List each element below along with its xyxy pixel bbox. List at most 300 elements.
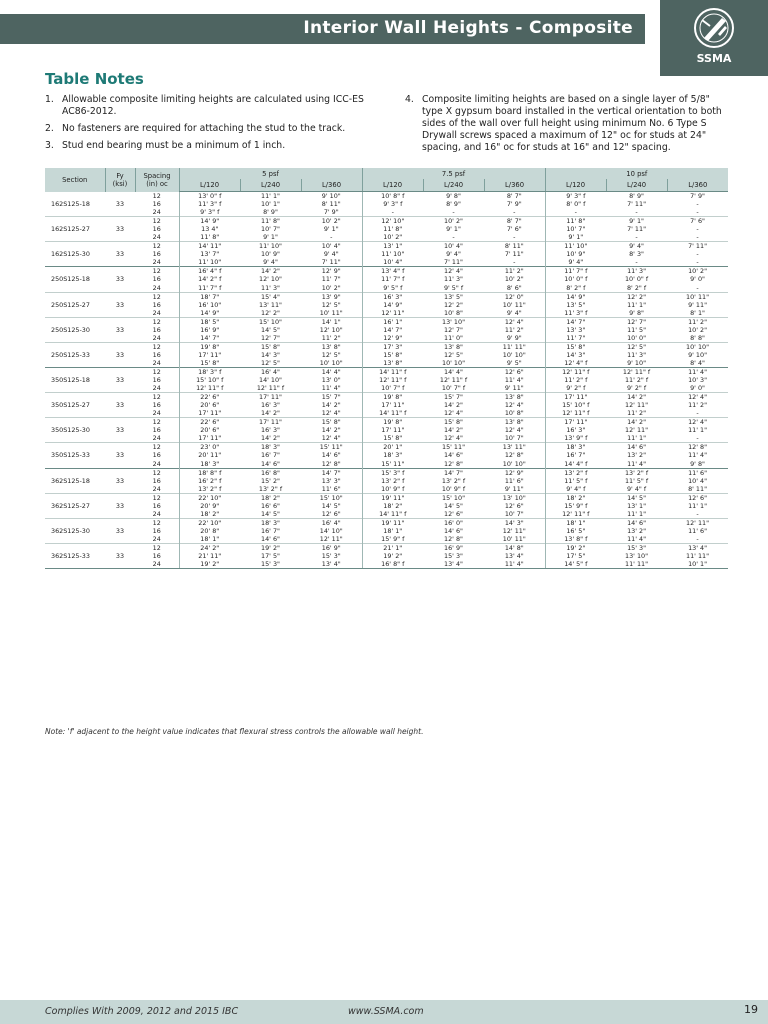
height-cell: 13' 10" [484, 493, 545, 502]
height-cell: 9' 11" [504, 484, 524, 493]
table-row [45, 326, 728, 334]
height-cell: 10' 10" [442, 358, 466, 367]
height-cell: 12' 4" [667, 393, 728, 402]
fy-cell [105, 284, 135, 293]
table-row [45, 225, 728, 233]
table-row [45, 434, 728, 443]
height-cell: 17' 11" [179, 351, 240, 359]
height-cell: 14' 2" [240, 267, 301, 276]
height-cell: 12' 11" f [545, 367, 606, 376]
height-cell: 17' 11" [240, 393, 301, 402]
height-cell: 20' 11" [179, 451, 240, 459]
height-cell: 11' 2" f [624, 376, 649, 385]
height-cell: 13' 10" [625, 552, 649, 561]
height-cell: 12' 11" [502, 526, 526, 535]
height-cell: - [696, 250, 699, 259]
height-cell: 11' 5" f [624, 476, 649, 485]
height-cell: 14' 7" [301, 468, 362, 477]
height-cell: 11' 4" [504, 376, 524, 385]
height-cell: - [513, 233, 516, 242]
fy-cell [105, 493, 135, 502]
table-row [45, 200, 728, 208]
header-limit: L/240 [606, 179, 667, 192]
height-cell: 14' 4" [301, 367, 362, 376]
height-cell: 10' 7" [504, 509, 524, 518]
height-cell: 11' 4" [688, 451, 708, 460]
table-row [45, 468, 728, 477]
height-cell: 9' 8" [629, 308, 644, 317]
height-cell: 11' 1" [261, 192, 280, 200]
height-cell: 9' 5" f [362, 284, 423, 293]
height-cell: 12' 7" [444, 325, 463, 334]
spacing-cell: 16 [152, 526, 161, 535]
height-cell: 7' 11" [667, 242, 728, 251]
height-cell: 12' 4" [321, 434, 341, 443]
height-cell: 15' 3" f [362, 468, 423, 477]
height-cell: 13' 7" [179, 250, 240, 258]
height-cell: 10' 8" [504, 409, 524, 418]
spacing-cell: 16 [152, 552, 161, 561]
height-cell: 9' 3" f [362, 200, 423, 208]
fy-cell: 33 [115, 401, 125, 410]
height-cell: 14' 5" [261, 325, 280, 334]
fy-cell: 33 [115, 376, 125, 385]
section-name-cell [45, 434, 105, 443]
fy-cell [105, 510, 135, 519]
height-cell: 11' 7" [321, 275, 341, 284]
table-row [45, 543, 728, 552]
table-row [45, 351, 728, 359]
height-cell: 10' 4" [362, 258, 423, 267]
height-cell: 7' 11" [627, 200, 647, 209]
page-footer [0, 1000, 768, 1024]
height-cell: 14' 4" f [545, 460, 606, 469]
spacing-cell: 12 [135, 493, 179, 502]
height-cell: 14' 10" [319, 526, 343, 535]
section-name-cell [45, 192, 105, 201]
height-cell: 19' 11" [362, 518, 423, 527]
height-cell: 18' 1" [362, 527, 423, 535]
height-cell: 12' 7" [261, 333, 280, 342]
height-cell: 12' 5" [261, 358, 280, 367]
height-cell: 9' 4" [323, 250, 339, 259]
height-cell: 11' 8" [179, 233, 240, 242]
height-cell: 17' 5" [545, 552, 606, 560]
section-name-cell [45, 284, 105, 293]
notes-column-left [45, 94, 390, 157]
height-cell: 19' 8" [362, 418, 423, 427]
height-cell: 20' 8" [179, 527, 240, 535]
height-cell: 15' 10" f [179, 376, 240, 384]
height-cell: 20' 6" [179, 426, 240, 434]
section-name-cell: 250S125-30 [51, 325, 90, 334]
spacing-cell: 16 [152, 200, 161, 209]
height-cell: 22' 6" [179, 418, 240, 427]
section-name-cell: 362S125-18 [51, 476, 90, 485]
height-cell: 18' 3" [240, 443, 301, 452]
height-cell: 9' 4" [506, 308, 522, 317]
height-cell: 11' 11" [606, 560, 667, 569]
height-cell: 13' 8" [362, 359, 423, 368]
height-cell: 16' 3" [362, 292, 423, 301]
height-cell: 10' 0" [627, 333, 647, 342]
height-cell: 8' 11" [688, 484, 708, 493]
table-row [45, 233, 728, 242]
table-row [45, 342, 728, 351]
table-row [45, 418, 728, 427]
height-cell: 11' 11" [686, 552, 710, 561]
height-cell: 15' 7" [301, 393, 362, 402]
section-name-cell [45, 543, 105, 552]
height-cell: 13' 11" [259, 300, 282, 309]
height-cell: 8' 11" [321, 200, 341, 209]
height-cell: 13' 8" [484, 393, 545, 402]
table-row [45, 359, 728, 368]
height-cell: 13' 2" f [179, 485, 240, 494]
height-cell: 18' 3" [240, 518, 301, 527]
height-cell: 12' 11" [319, 534, 343, 543]
table-row [45, 477, 728, 485]
height-cell: 13' 5" [423, 292, 484, 301]
spacing-cell: 12 [135, 342, 179, 351]
height-cell: 13' 0" f [179, 192, 240, 201]
height-cell: 10' 9" f [362, 485, 423, 494]
height-cell: 17' 11" [179, 409, 240, 418]
table-row [45, 258, 728, 267]
table-row [45, 242, 728, 251]
ssma-emblem-icon [680, 6, 748, 50]
section-name-cell [45, 267, 105, 276]
height-cell: 13' 4" f [362, 267, 423, 276]
table-row [45, 409, 728, 418]
height-cell: 12' 8" [667, 443, 728, 452]
height-cell: 19' 2" [240, 543, 301, 552]
section-name-cell: 250S125-27 [51, 300, 90, 309]
height-cell: 16' 9" [423, 543, 484, 552]
note-item [45, 140, 390, 152]
header-limit: L/240 [240, 179, 301, 192]
height-cell: 10' 7" [261, 225, 280, 234]
section-name-cell: 250S125-18 [51, 275, 90, 284]
table-row [45, 451, 728, 459]
height-cell: 10' 10" [502, 459, 526, 468]
fy-cell: 33 [115, 426, 125, 435]
height-cell: 7' 11" [504, 250, 524, 259]
height-cell: 15' 9" f [362, 535, 423, 544]
height-cell: 9' 4" [606, 242, 667, 251]
fy-cell [105, 409, 135, 418]
height-cell: 14' 5" [444, 501, 463, 510]
height-cell: 14' 7" [179, 334, 240, 343]
height-cell: 12' 8" [444, 534, 463, 543]
table-row [45, 317, 728, 326]
section-name-cell: 362S125-30 [51, 526, 90, 535]
height-cell: 12' 11" f [439, 376, 468, 385]
height-cell: 15' 11" [362, 460, 423, 469]
height-cell: 12' 9" [362, 334, 423, 343]
website-link[interactable]: www.SSMA.com [348, 1006, 424, 1017]
spacing-cell: 24 [152, 534, 161, 543]
spacing-cell: 12 [135, 543, 179, 552]
spacing-cell: 24 [135, 560, 179, 569]
height-cell: 14' 2" [606, 418, 667, 427]
height-cell: 15' 10" [301, 493, 362, 502]
compliance-text: Complies With 2009, 2012 and 2015 IBC [45, 1006, 239, 1017]
section-name-cell [45, 367, 105, 376]
height-cell: 10' 2" [688, 325, 708, 334]
table-row [45, 535, 728, 544]
height-cell: 20' 1" [362, 443, 423, 452]
height-cell: 12' 11" [625, 426, 649, 435]
height-cell: 12' 10" [319, 325, 343, 334]
spacing-cell: 12 [135, 217, 179, 226]
fy-cell [105, 258, 135, 267]
height-cell: 9' 10" [688, 350, 708, 359]
height-cell: 16' 6" [261, 501, 280, 510]
notes-column-right [405, 94, 730, 159]
height-cell: 16' 3" [261, 401, 280, 410]
height-cell: 12' 11" [362, 309, 423, 318]
spacing-cell: 12 [135, 267, 179, 276]
section-name-cell [45, 292, 105, 301]
height-cell: - [696, 208, 699, 217]
page-number: 19 [744, 1003, 758, 1016]
height-cell: 15' 7" [423, 393, 484, 402]
height-cell: 14' 11" f [362, 510, 423, 519]
spacing-cell: 24 [152, 434, 161, 443]
height-cell: 11' 11" [484, 342, 545, 351]
height-cell: 18' 1" [545, 518, 606, 527]
height-cell: 7' 9" [506, 200, 522, 209]
height-cell: - [696, 200, 699, 209]
height-cell: - [635, 233, 638, 242]
height-cell: 11' 10" [179, 258, 240, 267]
height-cell: 15' 8" [362, 351, 423, 359]
height-cell: 7' 6" [506, 225, 522, 234]
section-name-cell [45, 334, 105, 343]
height-cell: 11' 6" [688, 526, 708, 535]
height-cell: 12' 10" [259, 275, 282, 284]
height-cell: 11' 3" [606, 267, 667, 276]
spacing-cell: 12 [152, 191, 161, 200]
height-cell: 18' 2" [545, 493, 606, 502]
section-name-cell [45, 384, 105, 393]
height-cell: - [696, 409, 699, 418]
table-row [45, 510, 728, 519]
height-cell: 9' 0" [690, 384, 705, 393]
height-cell: 15' 8" [362, 434, 423, 443]
spacing-cell: 24 [152, 283, 161, 292]
table-row [45, 443, 728, 452]
fy-cell [105, 309, 135, 318]
height-cell: 7' 6" [667, 217, 728, 226]
height-cell: 18' 3" [179, 460, 240, 469]
height-cell: 10' 4" [423, 242, 484, 251]
height-cell: 10' 10" [319, 358, 343, 367]
height-cell: 17' 11" [545, 393, 606, 402]
fy-cell: 33 [115, 300, 125, 309]
section-name-cell [45, 217, 105, 226]
section-name-cell [45, 233, 105, 242]
height-cell: 13' 9" [301, 292, 362, 301]
height-cell: 13' 2" f [545, 468, 606, 477]
height-cell: 12' 8" [321, 459, 341, 468]
height-cell: 12' 9" [301, 267, 362, 276]
height-cell: 8' 0" f [545, 200, 606, 208]
section-name-cell [45, 208, 105, 217]
height-cell: 9' 2" f [545, 384, 606, 393]
height-cell: 11' 6" [504, 476, 524, 485]
height-cell: 21' 11" [179, 552, 240, 560]
spacing-cell: 12 [135, 443, 179, 452]
height-cell: 13' 2" f [606, 468, 667, 477]
height-cell: 11' 2" [667, 317, 728, 326]
height-cell: 11' 0" [444, 333, 463, 342]
table-row [45, 334, 728, 343]
height-cell: 15' 8" [545, 342, 606, 351]
height-cell: - [696, 509, 699, 518]
height-cell: 9' 10" [627, 358, 647, 367]
spacing-cell: 24 [152, 509, 161, 518]
note-number: 4. [405, 94, 414, 105]
height-cell: 22' 10" [179, 493, 240, 502]
height-cell: 10' 4" [688, 476, 708, 485]
height-cell: 12' 4" [504, 401, 524, 410]
height-cell: 14' 2" [321, 426, 341, 435]
height-cell: 10' 7" f [441, 384, 466, 393]
height-cell: 12' 11" f [179, 384, 240, 393]
height-cell: 13' 4" [504, 552, 524, 561]
height-cell: 14' 4" [423, 367, 484, 376]
height-cell: 12' 5" [321, 300, 341, 309]
height-cell: 12' 6" [321, 509, 341, 518]
height-cell: 12' 11" f [362, 376, 423, 384]
height-cell: 8' 7" [506, 192, 522, 200]
height-cell: 11' 2" [484, 267, 545, 276]
height-cell: 11' 2" f [545, 376, 606, 384]
height-cell: 18' 3" f [179, 367, 240, 376]
height-cell: 20' 9" [179, 502, 240, 510]
height-cell: - [696, 283, 699, 292]
height-cell: 8' 2" f [626, 283, 647, 292]
height-cell: 12' 10" [362, 217, 423, 226]
height-cell: 14' 9" [362, 301, 423, 309]
header-limit: L/360 [301, 179, 362, 192]
height-cell: 10' 2" [301, 217, 362, 226]
height-cell: 15' 3" [321, 552, 341, 561]
spacing-cell: 12 [135, 292, 179, 301]
spacing-cell: 16 [152, 225, 161, 234]
height-cell: 9' 4" f [626, 484, 647, 493]
fy-cell: 33 [115, 451, 125, 460]
spacing-cell: 16 [152, 325, 161, 334]
height-cell: 14' 2" [606, 393, 667, 402]
height-cell: 11' 8" [240, 217, 301, 226]
height-cell: 8' 9" [629, 192, 644, 200]
section-name-cell [45, 468, 105, 477]
height-cell: 8' 6" [506, 283, 522, 292]
height-cell: 10' 2" [504, 275, 524, 284]
height-cell: 9' 1" [446, 225, 461, 234]
height-cell: 16' 8" f [362, 560, 423, 569]
height-cell: 18' 5" [179, 317, 240, 326]
height-cell: 13' 8" [423, 342, 484, 351]
height-cell: 8' 11" [484, 242, 545, 251]
note-number: 3. [45, 140, 54, 151]
height-cell: 14' 5" [606, 493, 667, 502]
table-row [45, 552, 728, 560]
height-cell: 8' 1" [690, 308, 705, 317]
fy-cell [105, 393, 135, 402]
height-cell: 8' 8" [690, 333, 705, 342]
height-cell: 9' 2" f [626, 384, 647, 393]
height-cell: 10' 9" f [441, 484, 466, 493]
height-cell: 16' 7" [261, 451, 280, 460]
fy-cell: 33 [115, 250, 125, 259]
height-cell: 9' 3" f [545, 192, 606, 201]
height-cell: 12' 11" [625, 401, 649, 410]
height-cell: 12' 9" [484, 468, 545, 477]
height-cell: 11' 8" [545, 217, 606, 226]
height-cell: 14' 5" [321, 501, 341, 510]
table-row [45, 217, 728, 226]
height-cell: 13' 4" [667, 543, 728, 552]
height-cell: 11' 7" f [179, 284, 240, 293]
note-item [405, 94, 730, 154]
height-cell: 14' 6" [606, 443, 667, 452]
height-cell: 16' 4" [301, 518, 362, 527]
height-cell: 9' 1" [606, 217, 667, 226]
table-row [45, 460, 728, 469]
height-cell: 9' 5" f [443, 283, 464, 292]
height-cell: 18' 8" f [179, 468, 240, 477]
height-cell: 12' 4" [444, 434, 463, 443]
height-cell: 17' 11" [362, 401, 423, 409]
header-limit: L/120 [362, 179, 423, 192]
fy-cell: 33 [115, 526, 125, 535]
height-cell: 11' 10" [545, 242, 606, 251]
height-cell: 12' 11" f [545, 409, 606, 418]
header-load: 7.5 psf [362, 168, 545, 179]
height-cell: 15' 9" f [545, 502, 606, 510]
table-row [45, 401, 728, 409]
spacing-cell: 12 [135, 367, 179, 376]
fy-cell: 33 [115, 350, 125, 359]
height-cell: 18' 2" [179, 510, 240, 519]
height-cell: 12' 11" f [545, 510, 606, 519]
spacing-cell: 16 [152, 350, 161, 359]
height-cell: 15' 11" [301, 443, 362, 452]
fy-cell [105, 192, 135, 201]
table-row [45, 309, 728, 318]
height-cell: 10' 1" [667, 560, 728, 569]
height-cell: 12' 7" [606, 317, 667, 326]
header-fy-unit: (ksi) [112, 179, 128, 188]
section-name-cell: 162S125-27 [51, 225, 90, 234]
height-cell: 11' 3" f [545, 309, 606, 318]
table-row [45, 192, 728, 201]
note-text: Composite limiting heights are based on a single layer of 5/8" type X gypsum board installed in the vertical orientation to both sides of the wall over full height using minimum No. 6 Type S Drywall screws spaced a maximum of 12" oc for studs at 24" spacing, and 16" oc for studs at 16" and 12" spacing. [422, 94, 722, 153]
height-cell: 16' 9" [179, 326, 240, 334]
height-cell: 10' 3" [688, 376, 708, 385]
height-cell: 13' 8" [484, 418, 545, 427]
height-cell: 16' 3" [261, 426, 280, 435]
height-cell: 11' 1" [627, 509, 647, 518]
fy-cell: 33 [115, 476, 125, 485]
title-bar [0, 14, 645, 44]
height-cell: 14' 2" [321, 401, 341, 410]
height-cell: 9' 1" [263, 233, 278, 242]
